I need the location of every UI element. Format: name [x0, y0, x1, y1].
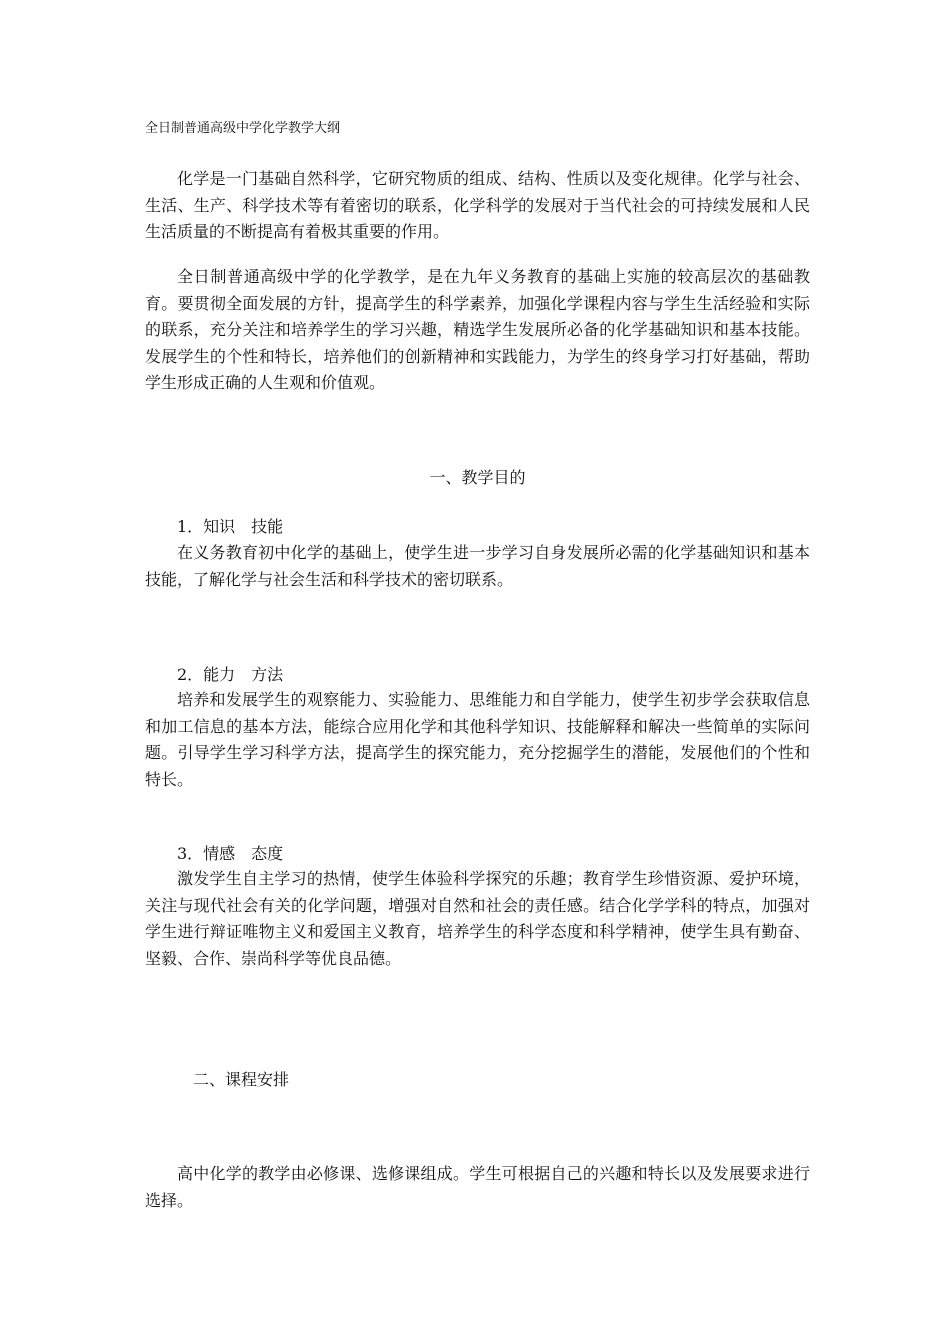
intro-paragraph-1: 化学是一门基础自然科学，它研究物质的组成、结构、性质以及变化规律。化学与社会、生活、生产、科学技术等有着密切的联系，化学科学的发展对于当代社会的可持续发展和人民生活质量的不断提高有着极其重要的作用。: [145, 169, 810, 241]
subheading-ability-methods: 2．能力 方法: [177, 665, 284, 684]
paragraph-knowledge-skills: 在义务教育初中化学的基础上，使学生进一步学习自身发展所必需的化学基础知识和基本技能，了解化学与社会生活和科学技术的密切联系。: [145, 543, 810, 589]
section-heading-course-arrangement: 二、课程安排: [193, 1070, 290, 1089]
paragraph-ability-methods: 培养和发展学生的观察能力、实验能力、思维能力和自学能力，使学生初步学会获取信息和加工信息的基本方法，能综合应用化学和其他科学知识、技能解释和解决一些简单的实际问题。引导学生学习科学方法，提高学生的探究能力，充分挖掘学生的潜能，发展他们的个性和特长。: [145, 690, 810, 789]
subheading-knowledge-skills: 1．知识 技能: [177, 517, 284, 536]
intro-paragraph-2: 全日制普通高级中学的化学教学，是在九年义务教育的基础上实施的较高层次的基础教育。要贯彻全面发展的方针，提高学生的科学素养，加强化学课程内容与学生生活经验和实际的联系，充分关注和培养学生的学习兴趣，精选学生发展所必备的化学基础知识和基本技能。发展学生的个性和特长，培养他们的创新精神和实践能力，为学生的终身学习打好基础，帮助学生形成正确的人生观和价值观。: [145, 267, 810, 392]
paragraph-emotion-attitude: 激发学生自主学习的热情，使学生体验科学探究的乐趣；教育学生珍惜资源、爱护环境，关注与现代社会有关的化学问题，增强对自然和社会的责任感。结合化学学科的特点，加强对学生进行辩证唯物主义和爱国主义教育，培养学生的科学态度和科学精神，使学生具有勤奋、坚毅、合作、崇尚科学等优良品德。: [145, 869, 810, 968]
paragraph-course-arrangement: 高中化学的教学由必修课、选修课组成。学生可根据自己的兴趣和特长以及发展要求进行选择。: [145, 1164, 810, 1210]
subheading-emotion-attitude: 3．情感 态度: [177, 844, 284, 863]
document-title: 全日制普通高级中学化学教学大纲: [145, 121, 341, 136]
section-heading-teaching-goals: 一、教学目的: [429, 468, 526, 487]
